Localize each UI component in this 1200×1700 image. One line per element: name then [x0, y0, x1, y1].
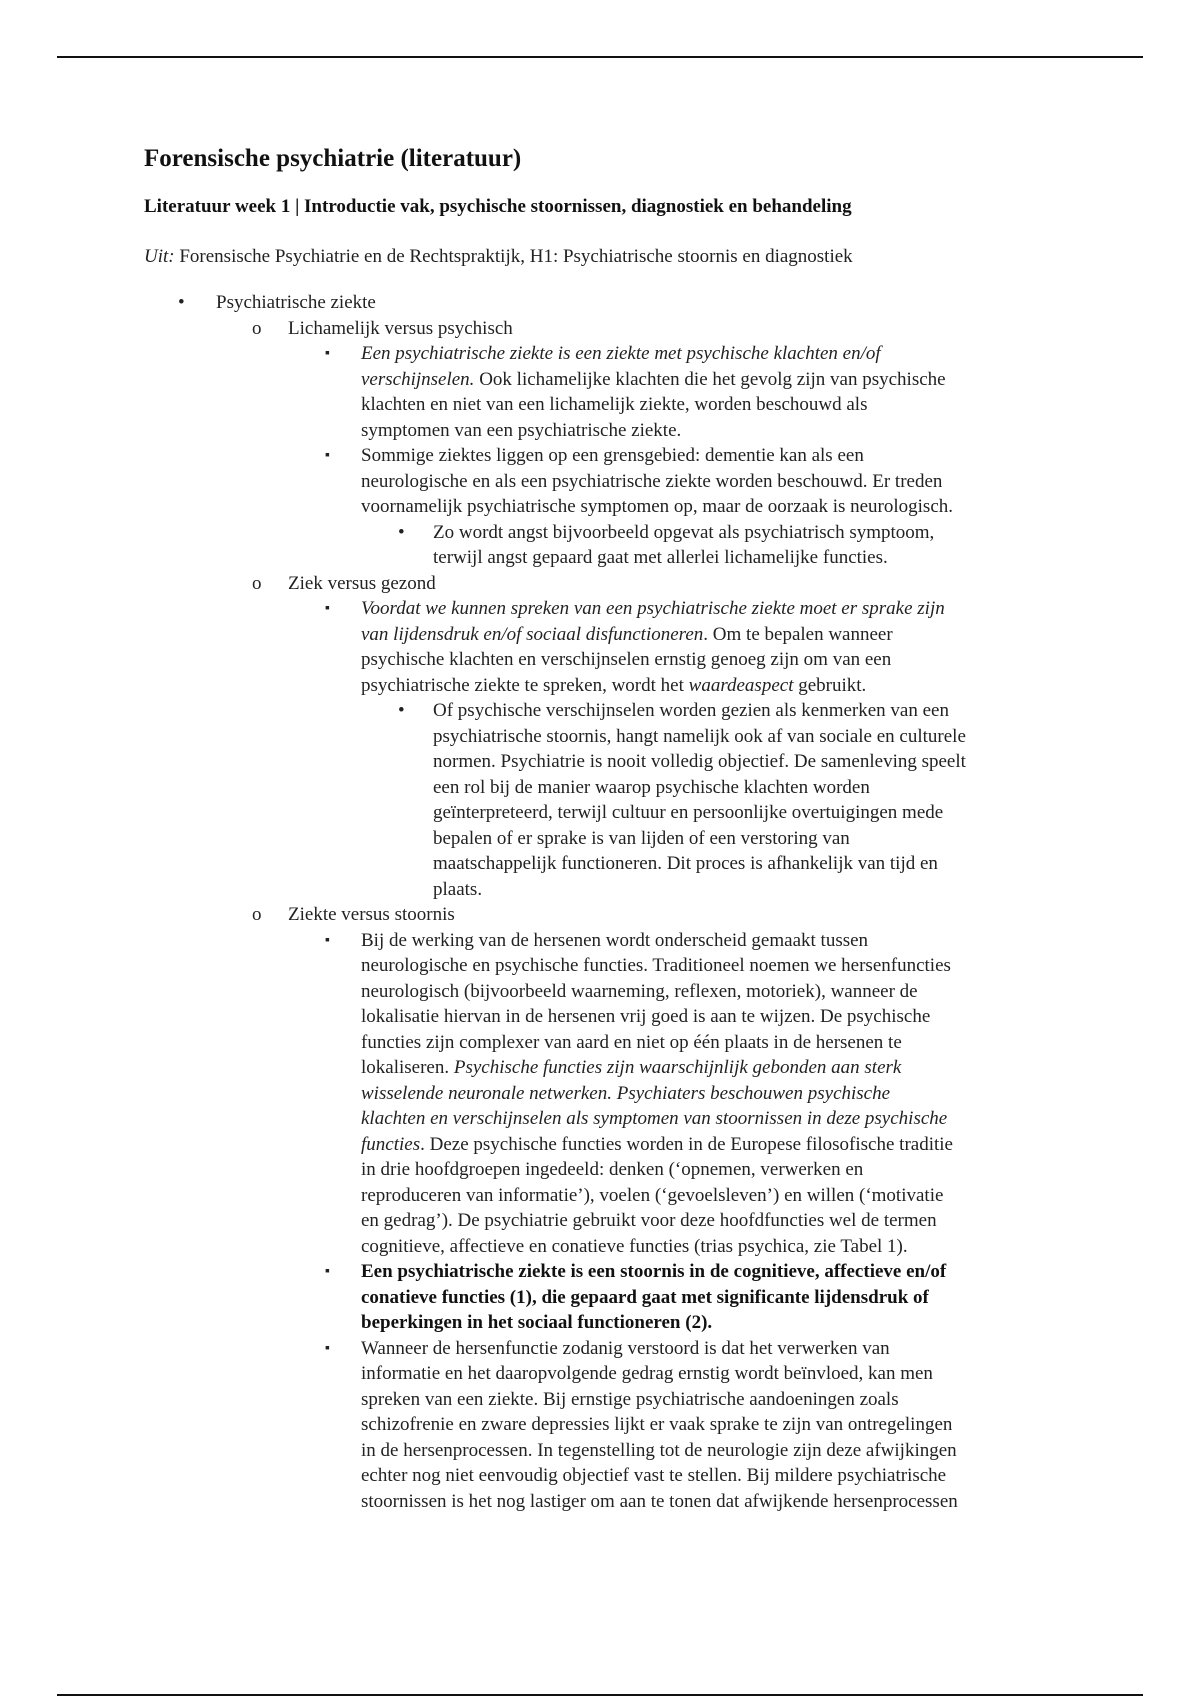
- list-line-text: [361, 1004, 1074, 1030]
- document-page: [144, 143, 1074, 1514]
- text-run: verschijnselen.: [361, 368, 475, 390]
- bullet-marker: ▪: [325, 601, 330, 616]
- text-run: psychiatrische stoornis, hangt namelijk ook af van sociale en culturele: [433, 725, 966, 747]
- text-run: terwijl angst gepaard gaat met allerlei lichamelijke functies.: [433, 547, 888, 568]
- text-run: klachten en niet van een lichamelijk ziekte, worden beschouwd als: [361, 394, 868, 415]
- list-line-text: [433, 826, 1074, 852]
- bullet-list: [144, 290, 1074, 1514]
- text-run: waardeaspect: [688, 674, 794, 696]
- list-line-text: [433, 520, 1074, 546]
- list-line: [144, 1183, 1074, 1209]
- list-line-text: [361, 622, 1074, 648]
- list-line-text: [433, 749, 1074, 775]
- list-line-text: [361, 1081, 1074, 1107]
- list-line: [144, 826, 1074, 852]
- text-run: neurologisch (bijvoorbeeld waarneming, reflexen, motoriek), wanneer de: [361, 980, 918, 1002]
- list-line-text: [361, 1285, 1074, 1311]
- list-line: [144, 443, 1074, 469]
- bullet-marker: o: [252, 317, 262, 339]
- list-line: [144, 775, 1074, 801]
- list-line-text: [361, 979, 1074, 1005]
- list-line: [144, 316, 1074, 342]
- bullet-marker: ▪: [325, 448, 330, 463]
- list-line-text: [361, 928, 1074, 954]
- text-run: Voordat we kunnen spreken van een psychiatrische ziekte moet er sprake zijn: [361, 598, 945, 619]
- list-line: [144, 1387, 1074, 1413]
- text-run: psychische klachten en verschijnselen ernstig genoeg zijn om van een: [361, 649, 892, 670]
- list-line-text: [361, 647, 1074, 673]
- text-run: Psychiatrische ziekte: [216, 292, 376, 313]
- list-line-text: [433, 877, 1074, 903]
- list-line: [144, 1285, 1074, 1311]
- text-run: gebruikt.: [793, 674, 867, 696]
- text-run: voornamelijk psychiatrische symptomen op, maar de oorzaak is neurologisch.: [361, 496, 954, 517]
- list-line: [144, 392, 1074, 418]
- bullet-marker: ▪: [325, 1340, 330, 1356]
- list-line: [144, 1055, 1074, 1081]
- bottom-rule: [57, 1694, 1143, 1696]
- text-run: Sommige ziektes liggen op een grensgebied: dementie kan als een: [361, 445, 864, 466]
- list-line: [144, 979, 1074, 1005]
- text-run: plaats.: [433, 878, 483, 900]
- list-line-text: [361, 1336, 1074, 1362]
- list-line-text: [361, 673, 1074, 699]
- list-line-text: [361, 1412, 1074, 1438]
- list-line-text: [361, 953, 1074, 979]
- list-line: [144, 1004, 1074, 1030]
- text-run: psychiatrische ziekte te spreken, wordt het: [361, 674, 689, 696]
- list-line-text: [288, 316, 1074, 342]
- list-line-text: [361, 1132, 1074, 1158]
- text-run: Ziek versus gezond: [288, 572, 436, 594]
- list-line: [144, 877, 1074, 903]
- bullet-marker: •: [398, 700, 405, 721]
- text-run: Ook lichamelijke klachten die het gevolg zijn van psychische: [474, 368, 946, 390]
- list-line-text: [433, 851, 1074, 877]
- text-run: Ziekte versus stoornis: [288, 904, 455, 925]
- text-run: echter nog niet eenvoudig objectief vast te stellen. Bij mildere psychiatrische: [361, 1465, 947, 1486]
- list-line-text: [361, 1361, 1074, 1387]
- list-line: [144, 596, 1074, 622]
- text-run: Bij de werking van de hersenen wordt onderscheid gemaakt tussen: [361, 929, 869, 951]
- bullet-marker: o: [252, 904, 262, 925]
- list-line: [144, 571, 1074, 597]
- list-line-text: [361, 596, 1074, 622]
- list-line: [144, 1132, 1074, 1158]
- bullet-marker: ▪: [325, 1264, 330, 1279]
- list-line-text: [361, 367, 1074, 393]
- list-line-text: [361, 1259, 1074, 1285]
- list-line: [144, 928, 1074, 954]
- text-run: maatschappelijk functioneren. Dit proces is afhankelijk van tijd en: [433, 853, 938, 874]
- list-line: [144, 953, 1074, 979]
- text-run: klachten en verschijnselen als symptomen van stoornissen in deze psychische: [361, 1108, 948, 1129]
- list-line: [144, 1081, 1074, 1107]
- list-line-text: [361, 494, 1074, 520]
- list-line: [144, 673, 1074, 699]
- text-run: cognitieve, affectieve en conatieve functies (trias psychica, zie Tabel 1).: [361, 1235, 908, 1257]
- text-run: geïnterpreteerd, terwijl cultuur en persoonlijke overtuigingen mede: [433, 802, 944, 823]
- list-line: [144, 800, 1074, 826]
- text-run: beperkingen in het sociaal functioneren (2).: [361, 1312, 713, 1333]
- text-run: in drie hoofdgroepen ingedeeld: denken (‘opnemen, verwerken en: [361, 1159, 864, 1180]
- list-line-text: [361, 1208, 1074, 1234]
- list-line: [144, 290, 1074, 316]
- page-title: Forensische psychiatrie (literatuur): [144, 145, 522, 172]
- list-line-text: [433, 698, 1074, 724]
- text-run: Of psychische verschijnselen worden gezien als kenmerken van een: [433, 700, 949, 721]
- list-line-text: [361, 418, 1074, 444]
- text-run: lokalisatie hiervan in de hersenen vrij goed is aan te wijzen. De psychische: [361, 1006, 931, 1027]
- list-line-text: [361, 1030, 1074, 1056]
- list-line: [144, 545, 1074, 571]
- list-line: [144, 698, 1074, 724]
- list-line-text: [361, 1157, 1074, 1183]
- list-line-text: [433, 775, 1074, 801]
- bullet-marker: o: [252, 572, 262, 594]
- text-run: wisselende neuronale netwerken. Psychiaters beschouwen psychische: [361, 1082, 891, 1104]
- list-line-text: [361, 1387, 1074, 1413]
- text-run: Psychische functies zijn waarschijnlijk gebonden aan sterk: [453, 1057, 902, 1078]
- text-run: normen. Psychiatrie is nooit volledig objectief. De samenleving speelt: [433, 751, 966, 772]
- list-line-text: [288, 902, 1074, 928]
- bullet-marker: ▪: [325, 932, 330, 948]
- text-run: in de hersenprocessen. In tegenstelling tot de neurologie zijn deze afwijkingen: [361, 1439, 957, 1461]
- list-line-text: [361, 1463, 1074, 1489]
- text-run: Een psychiatrische ziekte is een stoornis in de cognitieve, affectieve en/of: [361, 1261, 947, 1282]
- bullet-marker: •: [178, 292, 185, 313]
- list-line: [144, 724, 1074, 750]
- list-line: [144, 647, 1074, 673]
- list-line: [144, 520, 1074, 546]
- list-line-text: [433, 800, 1074, 826]
- top-rule: [57, 56, 1143, 58]
- list-line-text: [361, 443, 1074, 469]
- list-line: [144, 851, 1074, 877]
- list-line-text: [361, 1106, 1074, 1132]
- list-line: [144, 1157, 1074, 1183]
- source-prefix: Uit:: [144, 246, 175, 267]
- text-run: . Om te bepalen wanneer: [703, 623, 893, 645]
- text-run: reproduceren van informatie’), voelen (‘gevoelsleven’) en willen (‘motivatie: [361, 1184, 944, 1206]
- text-run: symptomen van een psychiatrische ziekte.: [361, 419, 682, 441]
- list-line-text: [361, 392, 1074, 418]
- list-line-text: [216, 290, 1074, 316]
- text-run: Wanneer de hersenfunctie zodanig verstoord is dat het verwerken van: [361, 1337, 890, 1359]
- text-run: schizofrenie en zware depressies lijkt er vaak sprake te zijn van ontregelingen: [361, 1414, 953, 1435]
- list-line-text: [361, 1055, 1074, 1081]
- list-line: [144, 341, 1074, 367]
- source-reference: [144, 244, 1074, 270]
- list-line-text: [361, 341, 1074, 367]
- text-run: conatieve functies (1), die gepaard gaat met significante lijdensdruk of: [361, 1286, 929, 1308]
- list-line: [144, 418, 1074, 444]
- text-run: een rol bij de manier waarop psychische klachten worden: [433, 776, 870, 798]
- bullet-marker: •: [398, 521, 405, 543]
- text-run: neurologische en als een psychiatrische ziekte worden beschouwd. Er treden: [361, 470, 943, 492]
- list-line-text: [361, 1183, 1074, 1209]
- text-run: Een psychiatrische ziekte is een ziekte met psychische klachten en/of: [361, 343, 881, 364]
- list-line: [144, 1310, 1074, 1336]
- list-line: [144, 1438, 1074, 1464]
- bullet-marker: ▪: [325, 346, 330, 361]
- list-line: [144, 1412, 1074, 1438]
- text-run: functies: [361, 1133, 421, 1155]
- list-line-text: [361, 469, 1074, 495]
- text-run: stoornissen is het nog lastiger om aan te tonen dat afwijkende hersenprocessen: [361, 1490, 958, 1512]
- list-line: [144, 1463, 1074, 1489]
- list-line-text: [433, 545, 1074, 571]
- text-run: Lichamelijk versus psychisch: [288, 317, 513, 339]
- text-run: informatie en het daaropvolgende gedrag ernstig wordt beïnvloed, kan men: [361, 1363, 933, 1384]
- text-run: lokaliseren.: [361, 1057, 454, 1078]
- list-line-text: [361, 1489, 1074, 1515]
- list-line: [144, 902, 1074, 928]
- list-line-text: [361, 1438, 1074, 1464]
- list-line-text: [433, 724, 1074, 750]
- list-line: [144, 1361, 1074, 1387]
- text-run: en gedrag’). De psychiatrie gebruikt voor deze hoofdfuncties wel de termen: [361, 1210, 937, 1231]
- list-line: [144, 1489, 1074, 1515]
- list-line: [144, 367, 1074, 393]
- text-run: van lijdensdruk en/of sociaal disfunctioneren: [361, 623, 704, 645]
- list-line: [144, 622, 1074, 648]
- list-line: [144, 1030, 1074, 1056]
- text-run: . Deze psychische functies worden in de Europese filosofische traditie: [420, 1133, 953, 1155]
- list-line: [144, 469, 1074, 495]
- list-line: [144, 1259, 1074, 1285]
- list-line-text: [288, 571, 1074, 597]
- text-run: functies zijn complexer van aard en niet op één plaats in de hersenen te: [361, 1031, 902, 1053]
- list-line: [144, 1106, 1074, 1132]
- list-line: [144, 749, 1074, 775]
- text-run: spreken van een ziekte. Bij ernstige psychiatrische aandoeningen zoals: [361, 1388, 899, 1410]
- text-run: Zo wordt angst bijvoorbeeld opgevat als psychiatrisch symptoom,: [433, 521, 935, 543]
- list-line: [144, 1234, 1074, 1260]
- text-run: bepalen of er sprake is van lijden of een verstoring van: [433, 827, 850, 849]
- list-line-text: [361, 1310, 1074, 1336]
- list-line: [144, 1336, 1074, 1362]
- section-heading: Literatuur week 1 | Introductie vak, psychische stoornissen, diagnostiek en behandeling: [144, 196, 852, 217]
- list-line: [144, 1208, 1074, 1234]
- list-line-text: [361, 1234, 1074, 1260]
- text-run: neurologische en psychische functies. Traditioneel noemen we hersenfuncties: [361, 955, 951, 976]
- source-text: Forensische Psychiatrie en de Rechtspraktijk, H1: Psychiatrische stoornis en diagnostiek: [174, 246, 853, 267]
- list-line: [144, 494, 1074, 520]
